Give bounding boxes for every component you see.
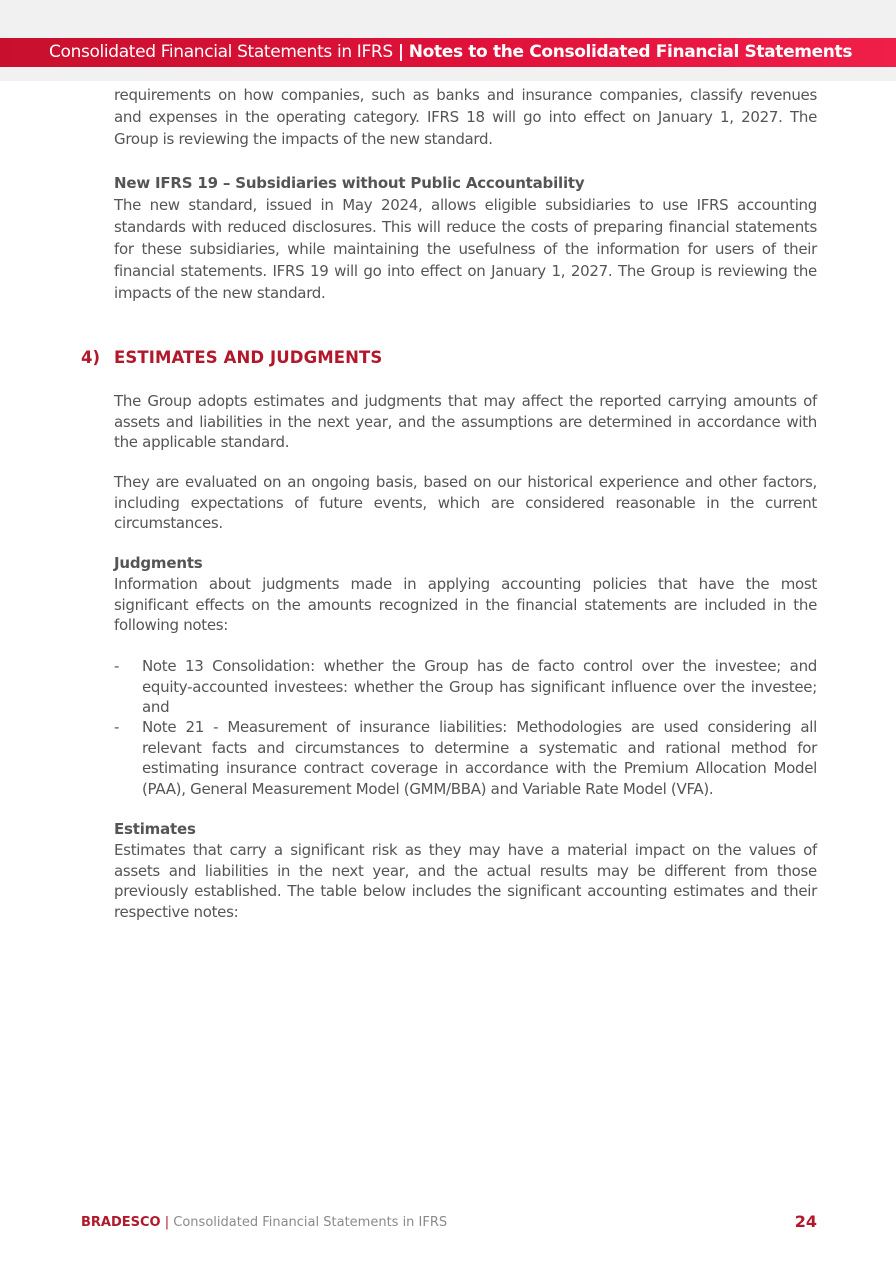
footer-brand-logo: BRADESCO [81, 1215, 161, 1230]
ifrs19-heading: New IFRS 19 – Subsidiaries without Public Accountability [114, 174, 585, 192]
list-dash: - [114, 718, 120, 736]
header-separator: | [397, 42, 404, 62]
evaluation-paragraph: They are evaluated on an ongoing basis, based on our historical experience and other factors, including expectations of future events, which are considered reasonable in the current circumstances. [114, 473, 817, 532]
footer-separator: | [164, 1215, 170, 1230]
page-number: 24 [794, 1212, 817, 1231]
section-number: 4) [81, 348, 101, 367]
top-strip [0, 0, 896, 38]
estimates-body: Estimates that carry a significant risk as they may have a material impact on the values of assets and liabilities in the next year, and the actual results may be different from those previously established. The table below includes the significant accounting estimates and their respective notes: [114, 841, 817, 921]
ifrs19-body: The new standard, issued in May 2024, allows eligible subsidiaries to use IFRS accounting standards with reduced disclosures. This will reduce the costs of preparing financial statements for these subsidiaries, while maintaining the usefulness of the information for users of their financial statements. IFRS 19 will go into effect on January 1, 2027. The Group is reviewing the impacts of the new standard. [114, 196, 817, 302]
page-header [0, 38, 896, 67]
header-section-title: Notes to the Consolidated Financial Statements [408, 42, 853, 62]
estimates-heading: Estimates [114, 820, 196, 838]
header-under-strip [0, 67, 896, 81]
header-doc-title: Consolidated Financial Statements in IFRS [49, 42, 393, 62]
footer-doc-title: Consolidated Financial Statements in IFRS [173, 1215, 448, 1230]
estimates-intro-paragraph: The Group adopts estimates and judgments that may affect the reported carrying amounts of assets and liabilities in the next year, and the assumptions are determined in accordance with the applicable standard. [114, 392, 817, 451]
footer [81, 1215, 447, 1230]
continued-paragraph: requirements on how companies, such as banks and insurance companies, classify revenues and expenses in the operating category. IFRS 18 will go into effect on January 1, 2027. The Group is reviewing the impacts of the new standard. [114, 86, 817, 148]
list-item-text: Note 21 - Measurement of insurance liabilities: Methodologies are used considering all relevant facts and circumstances to determine a systematic and rational method for estimating insurance contract coverage in accordance with the Premium Allocation Model (PAA), General Measurement Model (GMM/BBA) and Variable Rate Model (VFA). [142, 718, 817, 798]
judgments-heading: Judgments [114, 554, 203, 572]
section-title: ESTIMATES AND JUDGMENTS [114, 348, 383, 367]
judgments-intro: Information about judgments made in applying accounting policies that have the most significant effects on the amounts recognized in the financial statements are included in the following notes: [114, 575, 817, 634]
list-item-text: Note 13 Consolidation: whether the Group has de facto control over the investee; and equity-accounted investees: whether the Group has significant influence over the investee; and [142, 657, 817, 716]
list-dash: - [114, 657, 120, 675]
